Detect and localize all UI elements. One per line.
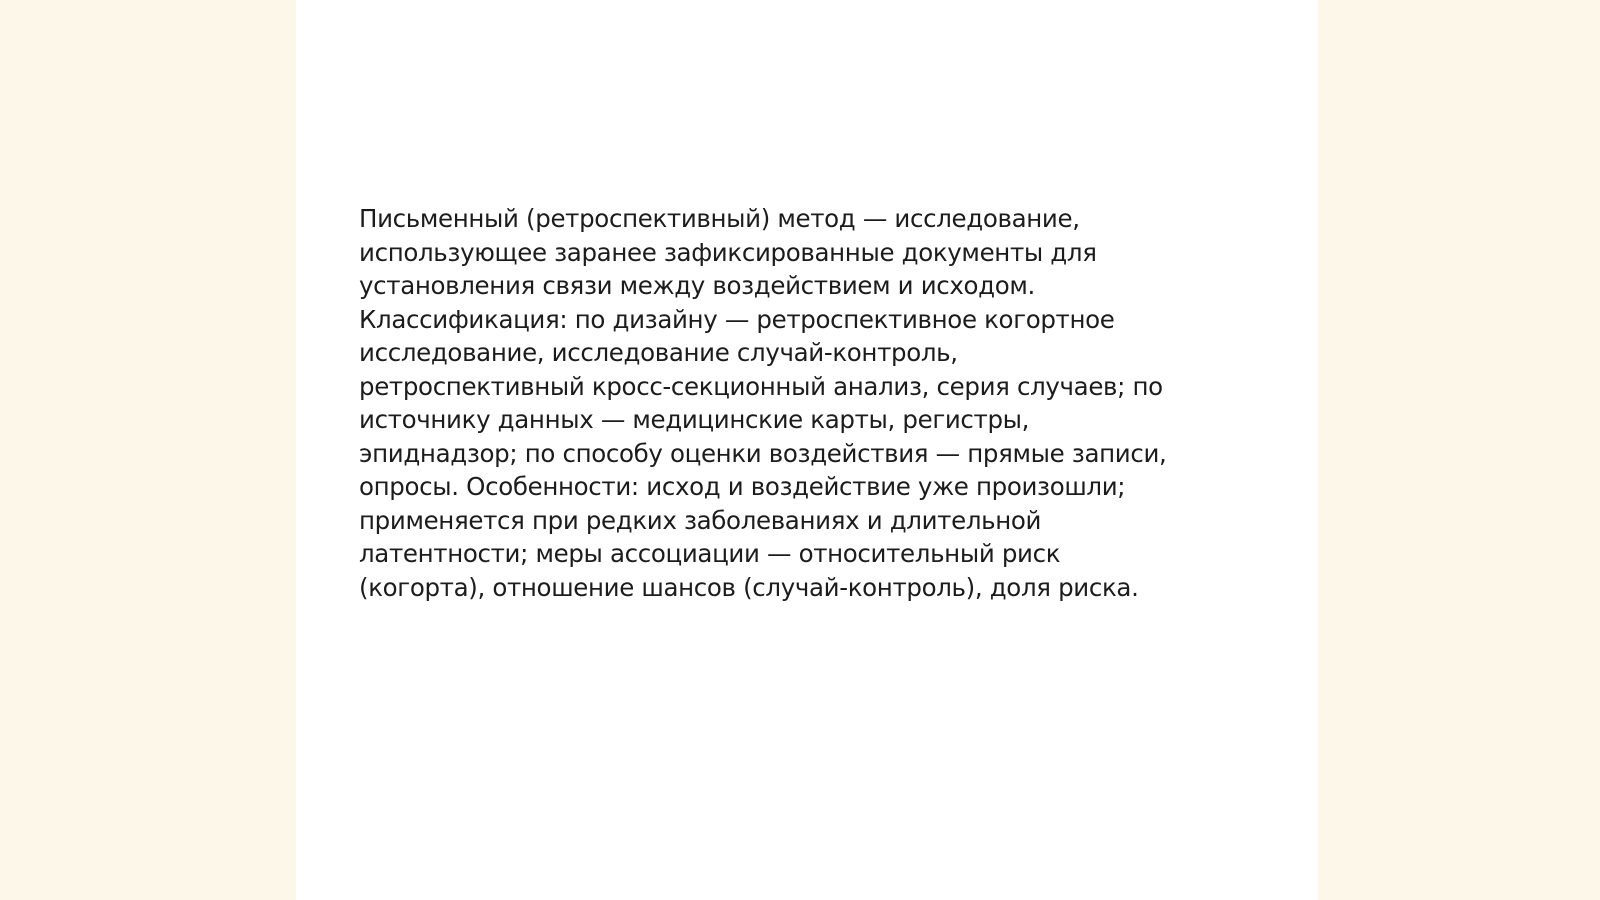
document-page [296,0,1318,900]
text-line: установления связи между воздействием и исходом. [359,271,1035,300]
text-line: опросы. Особенности: исход и воздействие уже произошли; [359,472,1126,501]
text-line: Письменный (ретроспективный) метод — исследование, [359,204,1080,233]
text-line: ретроспективный кросс-секционный анализ, серия случаев; по [359,371,1163,401]
body-paragraph [359,202,1259,604]
text-line: источнику данных — медицинские карты, регистры, [359,405,1030,434]
text-line: Классификация: по дизайну — ретроспективное когортное [359,304,1115,334]
text-line: исследование, исследование случай-контроль, [359,338,958,367]
text-line: эпиднадзор; по способу оценки воздействия — прямые записи, [359,438,1167,468]
text-line: латентности; меры ассоциации — относительный риск [359,539,1061,568]
text-line: использующее заранее зафиксированные документы для [359,237,1097,267]
text-line: применяется при редких заболеваниях и длительной [359,505,1042,535]
text-line: (когорта), отношение шансов (случай-контроль), доля риска. [359,572,1139,602]
